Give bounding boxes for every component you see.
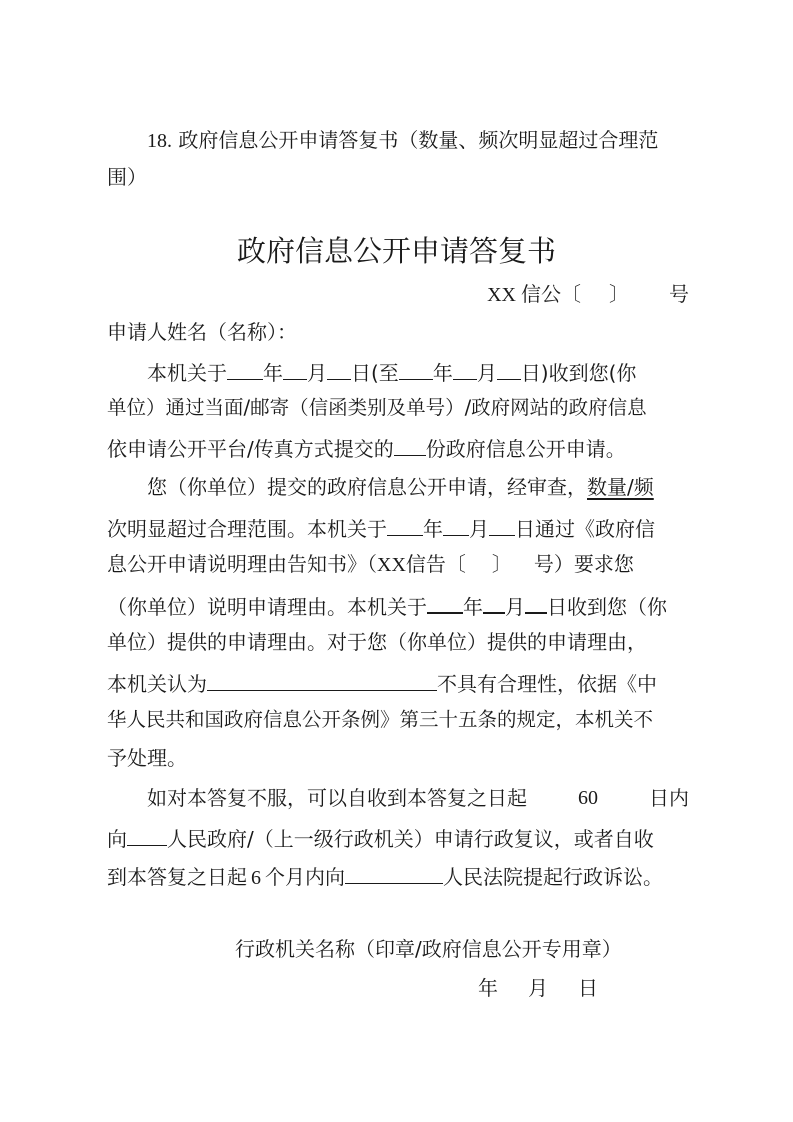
para2-text: 信告〔 xyxy=(405,552,466,576)
para2-text: 您（你单位）提交的政府信息公开申请，经审查， xyxy=(147,475,587,499)
para2-line5: 单位）提供的申请理由。对于您（你单位）提供的申请理由， xyxy=(107,630,647,654)
para2-line4 xyxy=(107,589,689,617)
para1-text: 月 xyxy=(307,361,327,384)
para3-text: 如对本答复不服，可以自收到本答复之日起 xyxy=(147,786,527,810)
para2-line3 xyxy=(107,550,689,578)
underlined-text: 次 xyxy=(107,517,127,540)
blank-day xyxy=(489,512,515,536)
para3-line3 xyxy=(107,860,689,888)
para2-text: 〕 xyxy=(491,552,512,576)
blank-court xyxy=(345,860,443,884)
para3-text: 日内 xyxy=(649,786,689,810)
para3-text: 人民政府/ xyxy=(167,827,254,850)
document-title: 政府信息公开申请答复书 xyxy=(236,234,556,268)
para2-text: 明显超过合理范围。本机关于 xyxy=(127,517,387,540)
para2-text: 息公开申请说明理由告知书》（ xyxy=(107,552,377,576)
date-year-label: 年 xyxy=(478,976,498,1000)
para2-text: 号）要求您 xyxy=(533,552,634,576)
para3-text: 个月内向 xyxy=(265,865,345,888)
date-day-label: 日 xyxy=(578,976,598,1000)
blank-day xyxy=(497,356,521,380)
para2-line6 xyxy=(107,667,689,695)
para3-line2 xyxy=(107,822,689,850)
para3-text: 人民法院提起行政诉讼。 xyxy=(443,865,663,888)
document-number xyxy=(107,280,689,308)
para3-text: 6 xyxy=(251,867,261,888)
para2-text: 年 xyxy=(423,517,443,540)
para3-text: 向 xyxy=(107,827,127,850)
blank-day xyxy=(525,589,547,614)
blank-year xyxy=(427,589,463,614)
para2-line2 xyxy=(107,512,689,540)
para2-text: 月 xyxy=(505,595,525,617)
blank-month xyxy=(453,356,477,380)
heading-number: 18. xyxy=(147,130,172,152)
para2-text: XX xyxy=(377,554,406,576)
para1-text: 年 xyxy=(432,361,453,384)
para2-text: 年 xyxy=(463,595,483,617)
para2-line7: 华人民共和国政府信息公开条例》第三十五条的规定，本机关不 xyxy=(107,708,654,731)
para2-line1 xyxy=(147,473,689,501)
underlined-text: （上一级行政机关） xyxy=(253,827,434,850)
para2-text: 本机关认为 xyxy=(107,672,207,695)
para1-text: 年 xyxy=(263,361,283,384)
para1-text: 月 xyxy=(476,361,497,384)
blank-year xyxy=(399,356,433,380)
para2-text: 日收到您（你 xyxy=(547,595,667,617)
blank-day xyxy=(327,356,351,380)
para3-text: 到本答复之日起 xyxy=(107,865,247,888)
para1-text: 日)收到您(你 xyxy=(520,361,637,384)
blank-month xyxy=(443,512,469,536)
applicant-label: 申请人姓名（名称）： xyxy=(107,320,297,344)
heading-text-line1: 政府信息公开申请答复书（数量、频次明显超过合理范 xyxy=(178,128,659,152)
signature-date xyxy=(478,974,618,1002)
para1-text: 日(至 xyxy=(351,361,399,384)
blank-government xyxy=(127,822,167,846)
para3-text: 申请行政复议，或者自收 xyxy=(433,827,654,850)
para2-text: 日通过《政府信 xyxy=(515,517,655,540)
doc-number-prefix: XX 信公〔 xyxy=(487,284,581,306)
blank-reason xyxy=(207,667,437,691)
heading-text-line2: 围） xyxy=(107,165,147,189)
doc-number-suffix: 号 xyxy=(669,282,689,306)
para2-text: 月 xyxy=(469,517,489,540)
para3-text: 60 xyxy=(578,787,598,809)
signature-agency: 行政机关名称（印章/政府信息公开专用章） xyxy=(235,937,622,961)
date-month-label: 月 xyxy=(528,976,548,1000)
para1-line1 xyxy=(147,356,689,384)
para3-line1 xyxy=(147,784,689,812)
para2-text: 不具有合理性，依据《中 xyxy=(437,672,657,695)
blank-year xyxy=(227,356,263,380)
para1-text: 份政府信息公开申请。 xyxy=(425,437,626,460)
para1-line3 xyxy=(107,432,689,460)
section-heading xyxy=(147,126,689,154)
para1-line2: 单位）通过当面/邮寄（信函类别及单号）/政府网站的政府信息 xyxy=(107,396,647,419)
blank-count xyxy=(394,432,426,456)
blank-month xyxy=(483,589,505,614)
blank-year xyxy=(387,512,423,536)
para1-text: 依申请公开平台/传真方式提交的 xyxy=(107,437,394,460)
para2-text: （你单位）说明申请理由。本机关于 xyxy=(107,595,427,617)
para1-text: 本机关于 xyxy=(147,361,227,384)
underlined-text: 数量/频 xyxy=(587,475,654,499)
para2-line8: 予处理。 xyxy=(107,746,187,770)
blank-month xyxy=(283,356,307,380)
doc-number-bracket: 〕 xyxy=(609,282,629,306)
